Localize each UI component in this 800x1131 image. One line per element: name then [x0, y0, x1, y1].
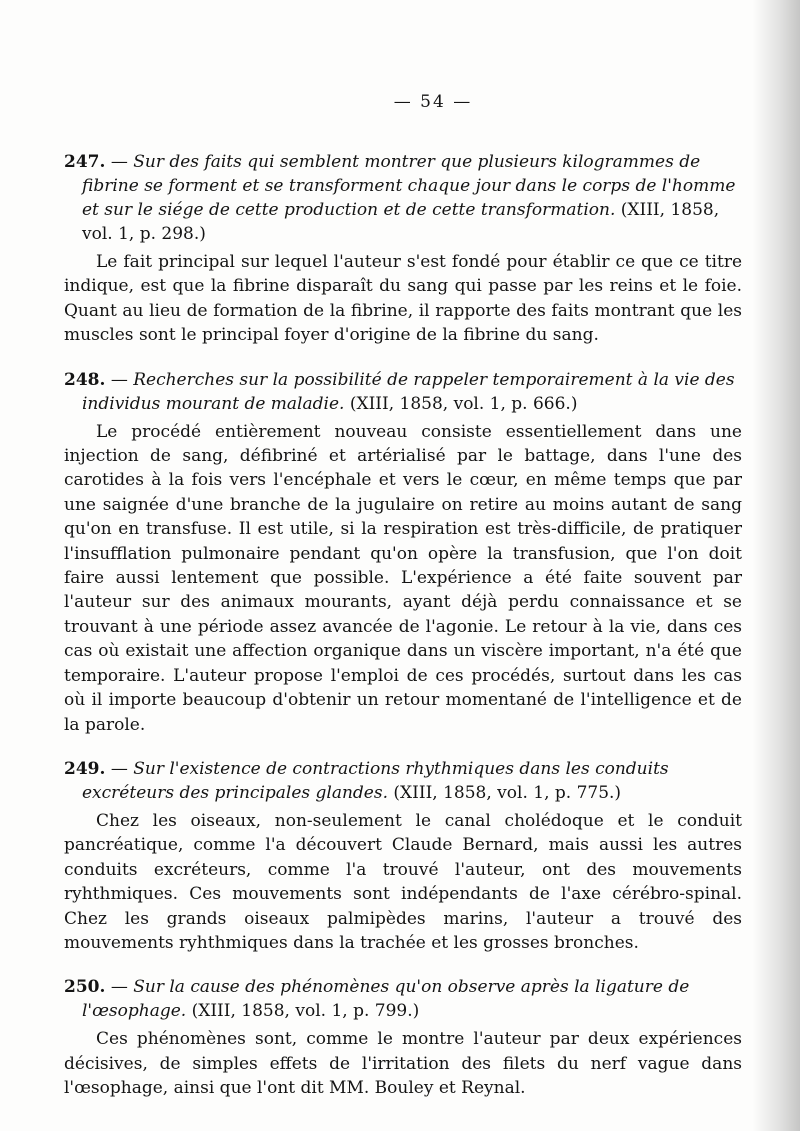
page-edge-shadow: [752, 0, 800, 1131]
entry-dash: —: [110, 152, 128, 172]
entry-reference: (XIII, 1858, vol. 1, p. 666.): [349, 393, 578, 414]
entry-247: [64, 150, 742, 348]
entry-number: 249.: [64, 758, 106, 779]
entry-body: Le procédé entièrement nouveau consiste essentiellement dans une injection de sang, défibriné et artérialisé par le battage, dans l'une des carotides à la fois vers l'encéphale et vers le cœur, en même temps que par une saignée d'une branche de la jugulaire on retire au moins autant de sang qu'on en transfuse. Il est utile, si la respiration est très-difficile, de pratiquer l'insufflation pulmonaire pendant qu'on opère la transfusion, que l'on doit faire aussi lentement que possible. L'expérience a été faite souvent par l'auteur sur des animaux mourants, ayant déjà perdu connaissance et se trouvant à une période assez avancée de l'agonie. Le retour à la vie, dans ces cas où existait une affection organique dans un viscère important, n'a été que temporaire. L'auteur propose l'emploi de ces procédés, surtout dans les cas où il importe beaucoup d'obtenir un retour momentané de l'intelligence et de la parole.: [64, 421, 742, 735]
entry-title: Recherches sur la possibilité de rappeler temporairement à la vie des individus mourant de maladie.: [82, 369, 735, 414]
entry-reference: (XIII, 1858, vol. 1, p. 775.): [393, 782, 622, 803]
entry-body: Ces phénomènes sont, comme le montre l'auteur par deux expériences décisives, de simples effets de l'irritation des filets du nerf vague dans l'œsophage, ainsi que l'ont dit MM. Bouley et Reynal.: [64, 1029, 742, 1099]
entry-number: 247.: [64, 152, 106, 172]
entry-heading: [64, 757, 742, 805]
entry-dash: —: [110, 977, 128, 998]
entry-heading: [64, 150, 742, 246]
entry-heading: [64, 975, 742, 1023]
entry-249: [64, 757, 742, 955]
entry-body: Chez les oiseaux, non-seulement le canal cholédoque et le conduit pancréatique, comme l'a découvert Claude Bernard, mais aussi les autres conduits excréteurs, comme l'a trouvé l'auteur, ont des mouvements ryhthmiques. Ces mouvements sont indépendants de l'axe cérébro-spinal. Chez les grands oiseaux palmipèdes marins, l'auteur a trouvé des mouvements ryhthmiques dans la trachée et les grosses bronches.: [64, 810, 742, 953]
entry-title: Sur des faits qui semblent montrer que plusieurs kilogrammes de fibrine se forment et se transforment chaque jour dans le corps de l'homme et sur le siége de cette production et de cette transformation.: [82, 152, 736, 220]
entry-number: 250.: [64, 977, 106, 998]
entry-reference: (XIII, 1858, vol. 1, p. 298.): [82, 200, 720, 244]
entry-250: [64, 975, 742, 1100]
page-number: — 54 —: [393, 92, 473, 112]
entry-title: Sur la cause des phénomènes qu'on observe après la ligature de l'œsophage.: [82, 977, 690, 1022]
entry-248: [64, 368, 742, 737]
text-block: [64, 92, 742, 1121]
entry-number: 248.: [64, 369, 106, 390]
entry-reference: (XIII, 1858, vol. 1, p. 799.): [191, 1001, 420, 1022]
entry-heading: [64, 368, 742, 416]
entry-body: Le fait principal sur lequel l'auteur s'est fondé pour établir ce que ce titre indique, est que la fibrine disparaît du sang qui passe par les reins et le foie. Quant au lieu de formation de la fibrine, il rapporte des faits montrant que les muscles sont le principal foyer d'origine de la fibrine du sang.: [64, 252, 742, 346]
entry-dash: —: [110, 369, 128, 390]
entry-title: Sur l'existence de contractions rhythmiques dans les conduits excréteurs des principales glandes.: [82, 758, 669, 803]
entry-dash: —: [110, 758, 128, 779]
